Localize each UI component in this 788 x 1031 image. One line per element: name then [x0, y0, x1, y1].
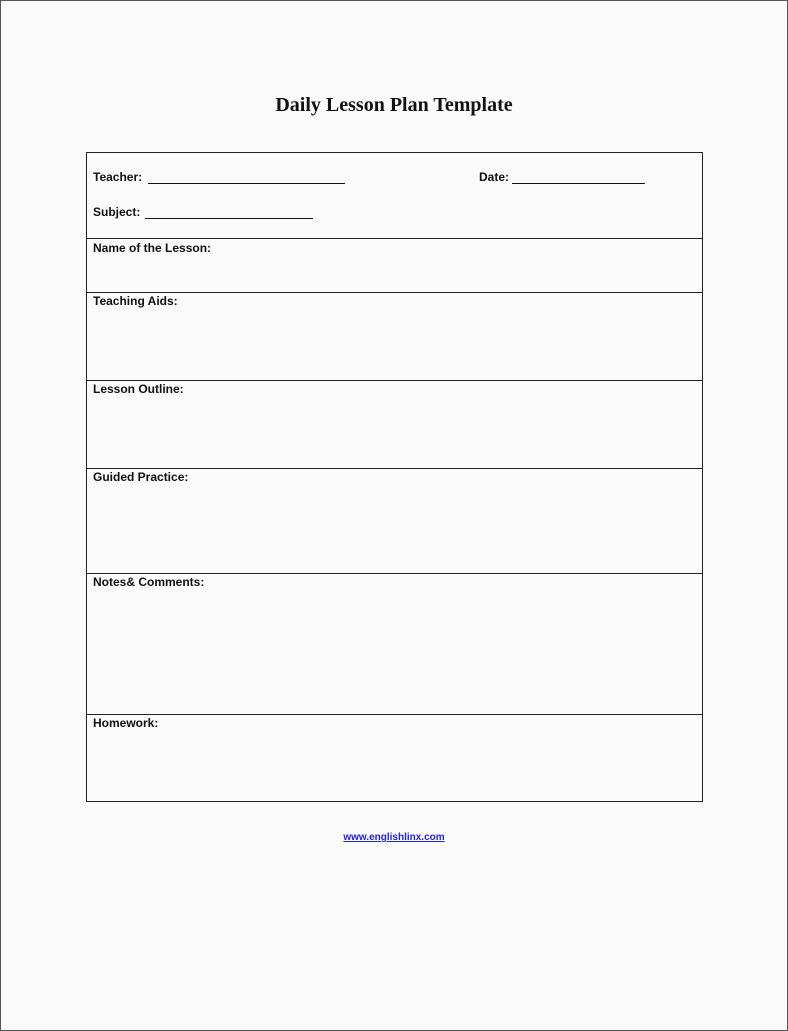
section-label: Guided Practice:	[93, 470, 189, 484]
date-label: Date:	[479, 170, 510, 184]
section-teaching-aids[interactable]	[87, 292, 702, 380]
teacher-field[interactable]	[148, 183, 345, 184]
subject-field[interactable]	[145, 218, 313, 219]
section-guided-practice[interactable]	[87, 468, 702, 573]
subject-label: Subject:	[93, 205, 141, 219]
website-link[interactable]: www.englishlinx.com	[343, 832, 445, 843]
section-label: Homework:	[93, 716, 159, 730]
lesson-plan-form	[86, 152, 703, 802]
section-label: Notes& Comments:	[93, 575, 205, 589]
section-notes-comments[interactable]	[87, 573, 702, 714]
page-title: Daily Lesson Plan Template	[275, 94, 513, 116]
section-lesson-name[interactable]	[87, 238, 702, 292]
date-field[interactable]	[512, 183, 645, 184]
section-homework[interactable]	[87, 714, 702, 802]
teacher-label: Teacher:	[93, 170, 143, 184]
section-lesson-outline[interactable]	[87, 380, 702, 468]
section-label: Name of the Lesson:	[93, 241, 212, 255]
section-label: Teaching Aids:	[93, 294, 178, 308]
section-label: Lesson Outline:	[93, 382, 184, 396]
